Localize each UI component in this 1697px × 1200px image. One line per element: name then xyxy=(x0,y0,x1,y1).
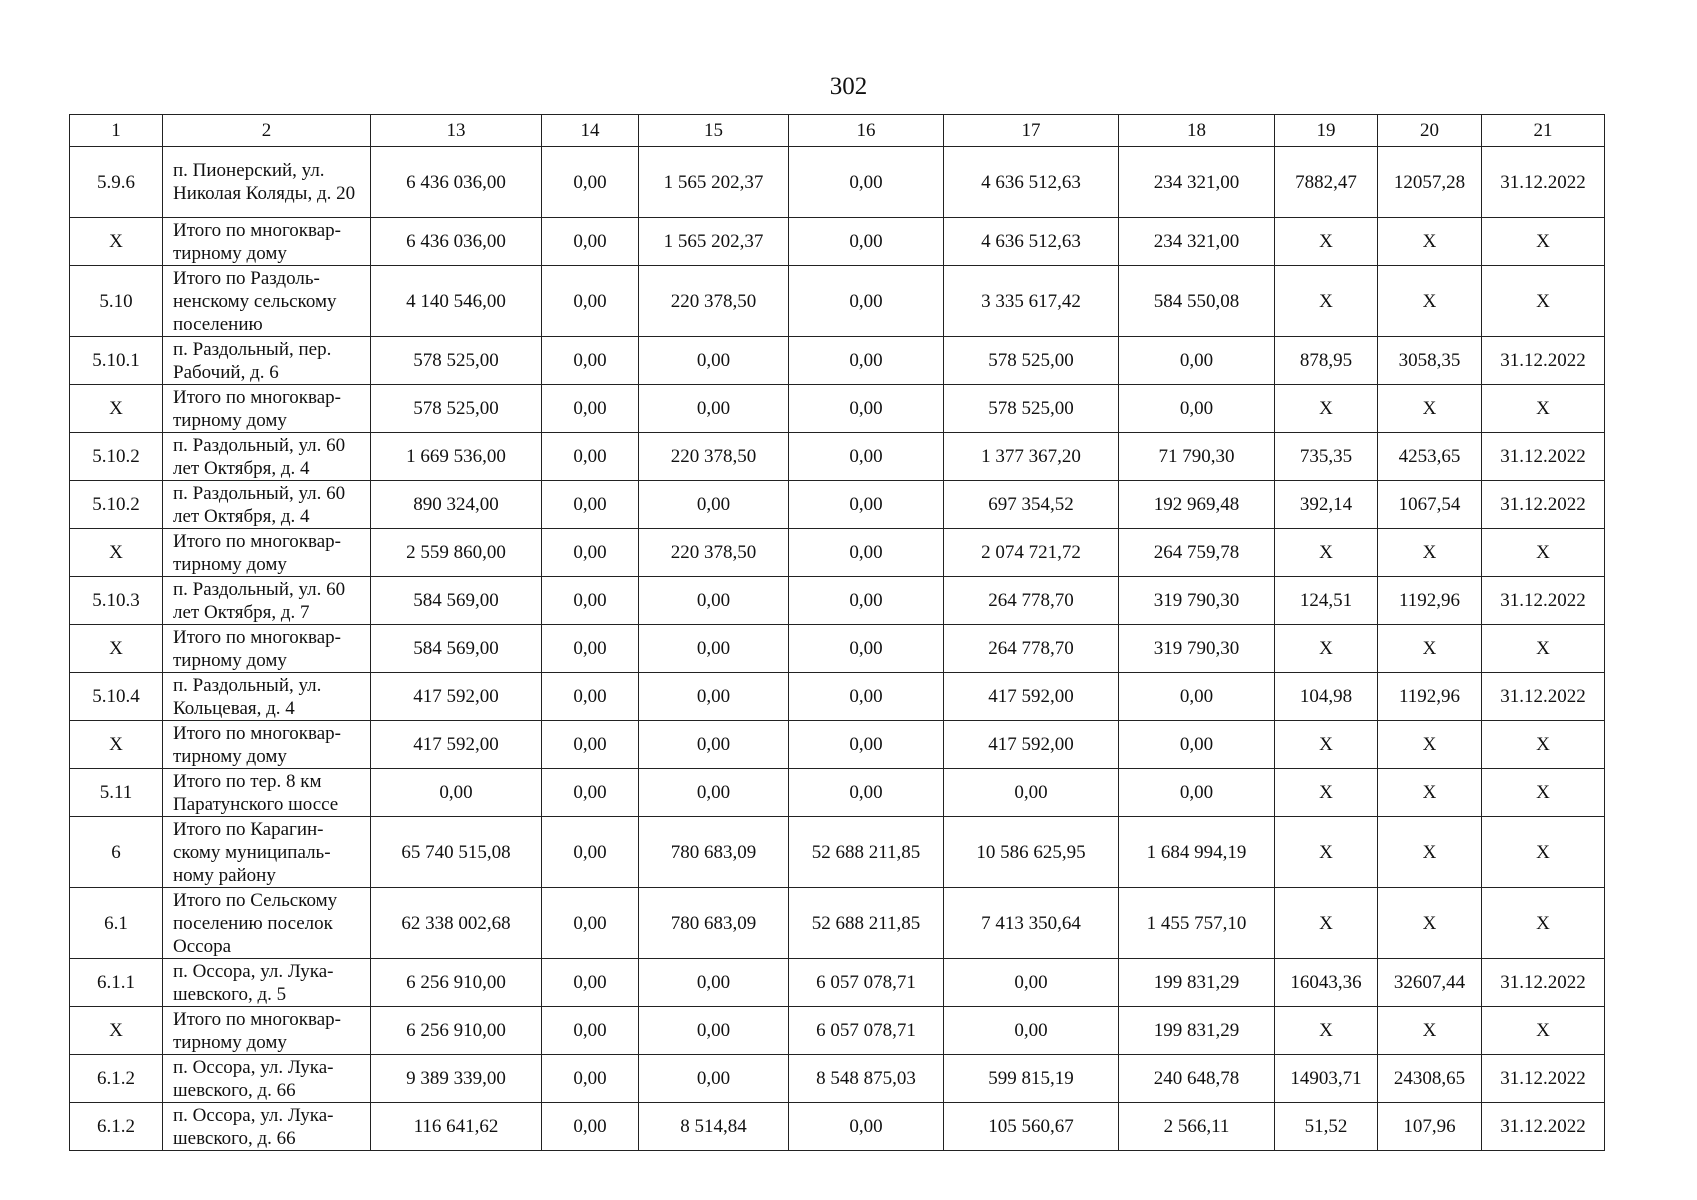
value-cell: 6 057 078,71 xyxy=(789,1007,944,1055)
address-cell: п. Пионерский, ул. Николая Коляды, д. 20 xyxy=(163,147,371,218)
value-cell: 0,00 xyxy=(542,218,639,266)
value-cell: 584 550,08 xyxy=(1119,266,1275,337)
value-cell: 0,00 xyxy=(639,721,789,769)
value-cell: X xyxy=(1275,817,1378,888)
value-cell: 0,00 xyxy=(542,721,639,769)
value-cell: 0,00 xyxy=(542,769,639,817)
value-cell: 0,00 xyxy=(639,1055,789,1103)
value-cell: 6 436 036,00 xyxy=(371,147,542,218)
row-number-cell: 5.10 xyxy=(70,266,163,337)
row-number-cell: 6.1.1 xyxy=(70,959,163,1007)
value-cell: X xyxy=(1378,888,1482,959)
value-cell: X xyxy=(1482,385,1605,433)
value-cell: 417 592,00 xyxy=(944,673,1119,721)
value-cell: X xyxy=(1482,266,1605,337)
value-cell: 0,00 xyxy=(542,1055,639,1103)
row-number-cell: 5.9.6 xyxy=(70,147,163,218)
value-cell: 220 378,50 xyxy=(639,433,789,481)
value-cell: 0,00 xyxy=(542,1007,639,1055)
value-cell: 52 688 211,85 xyxy=(789,817,944,888)
value-cell: 1067,54 xyxy=(1378,481,1482,529)
table-row xyxy=(70,266,1605,337)
value-cell: 0,00 xyxy=(789,385,944,433)
value-cell: 1 684 994,19 xyxy=(1119,817,1275,888)
value-cell: 0,00 xyxy=(944,1007,1119,1055)
value-cell: 0,00 xyxy=(542,817,639,888)
column-header-col-15: 15 xyxy=(639,115,789,147)
column-header-col-16: 16 xyxy=(789,115,944,147)
value-cell: X xyxy=(1275,1007,1378,1055)
value-cell: 0,00 xyxy=(789,529,944,577)
value-cell: 0,00 xyxy=(639,673,789,721)
row-number-cell: 5.10.4 xyxy=(70,673,163,721)
value-cell: 584 569,00 xyxy=(371,625,542,673)
value-cell: 264 778,70 xyxy=(944,625,1119,673)
value-cell: X xyxy=(1482,888,1605,959)
row-number-cell: 5.11 xyxy=(70,769,163,817)
value-cell: 31.12.2022 xyxy=(1482,673,1605,721)
value-cell: 1 565 202,37 xyxy=(639,218,789,266)
address-cell: Итого по многоквар-тирному дому xyxy=(163,625,371,673)
value-cell: 890 324,00 xyxy=(371,481,542,529)
address-cell: Итого по многоквар-тирному дому xyxy=(163,385,371,433)
address-cell: Итого по тер. 8 км Паратунского шоссе xyxy=(163,769,371,817)
value-cell: 319 790,30 xyxy=(1119,577,1275,625)
value-cell: 0,00 xyxy=(789,481,944,529)
value-cell: X xyxy=(1275,625,1378,673)
value-cell: 780 683,09 xyxy=(639,817,789,888)
value-cell: 1192,96 xyxy=(1378,673,1482,721)
value-cell: 417 592,00 xyxy=(371,673,542,721)
address-cell: п. Оссора, ул. Лука-шевского, д. 5 xyxy=(163,959,371,1007)
value-cell: X xyxy=(1275,385,1378,433)
value-cell: 878,95 xyxy=(1275,337,1378,385)
value-cell: 735,35 xyxy=(1275,433,1378,481)
address-cell: п. Раздольный, ул. 60 лет Октября, д. 4 xyxy=(163,481,371,529)
table-row xyxy=(70,1055,1605,1103)
value-cell: 0,00 xyxy=(542,481,639,529)
address-cell: Итого по многоквар-тирному дому xyxy=(163,529,371,577)
row-number-cell: X xyxy=(70,385,163,433)
column-header-col-19: 19 xyxy=(1275,115,1378,147)
value-cell: 0,00 xyxy=(639,337,789,385)
value-cell: 4 636 512,63 xyxy=(944,147,1119,218)
value-cell: X xyxy=(1275,266,1378,337)
table-row xyxy=(70,721,1605,769)
value-cell: 417 592,00 xyxy=(371,721,542,769)
value-cell: 12057,28 xyxy=(1378,147,1482,218)
table-row xyxy=(70,769,1605,817)
value-cell: 220 378,50 xyxy=(639,529,789,577)
value-cell: X xyxy=(1482,769,1605,817)
value-cell: 6 256 910,00 xyxy=(371,1007,542,1055)
value-cell: 9 389 339,00 xyxy=(371,1055,542,1103)
value-cell: 4253,65 xyxy=(1378,433,1482,481)
row-number-cell: X xyxy=(70,1007,163,1055)
table-row xyxy=(70,888,1605,959)
value-cell: 0,00 xyxy=(542,337,639,385)
row-number-cell: 6 xyxy=(70,817,163,888)
value-cell: 578 525,00 xyxy=(371,337,542,385)
value-cell: 0,00 xyxy=(542,577,639,625)
table-body xyxy=(70,147,1605,1151)
row-number-cell: X xyxy=(70,529,163,577)
page-number: 302 xyxy=(829,73,868,100)
table-row xyxy=(70,337,1605,385)
table-row xyxy=(70,433,1605,481)
address-cell: п. Оссора, ул. Лука-шевского, д. 66 xyxy=(163,1055,371,1103)
value-cell: 65 740 515,08 xyxy=(371,817,542,888)
value-cell: 0,00 xyxy=(1119,769,1275,817)
value-cell: 319 790,30 xyxy=(1119,625,1275,673)
value-cell: 0,00 xyxy=(542,266,639,337)
column-header-col-2-address: 2 xyxy=(163,115,371,147)
value-cell: 584 569,00 xyxy=(371,577,542,625)
value-cell: 0,00 xyxy=(639,481,789,529)
value-cell: 32607,44 xyxy=(1378,959,1482,1007)
value-cell: 31.12.2022 xyxy=(1482,481,1605,529)
value-cell: 2 559 860,00 xyxy=(371,529,542,577)
value-cell: 0,00 xyxy=(789,147,944,218)
value-cell: 62 338 002,68 xyxy=(371,888,542,959)
value-cell: 578 525,00 xyxy=(944,337,1119,385)
data-table xyxy=(69,114,1605,1151)
value-cell: X xyxy=(1482,1007,1605,1055)
value-cell: 4 140 546,00 xyxy=(371,266,542,337)
table-row xyxy=(70,577,1605,625)
value-cell: 264 778,70 xyxy=(944,577,1119,625)
table-row xyxy=(70,529,1605,577)
value-cell: 3 335 617,42 xyxy=(944,266,1119,337)
value-cell: 3058,35 xyxy=(1378,337,1482,385)
value-cell: 0,00 xyxy=(542,673,639,721)
value-cell: 2 566,11 xyxy=(1119,1103,1275,1151)
value-cell: 0,00 xyxy=(1119,721,1275,769)
value-cell: 8 548 875,03 xyxy=(789,1055,944,1103)
value-cell: 0,00 xyxy=(789,337,944,385)
value-cell: 234 321,00 xyxy=(1119,218,1275,266)
value-cell: 8 514,84 xyxy=(639,1103,789,1151)
value-cell: 392,14 xyxy=(1275,481,1378,529)
table-row xyxy=(70,625,1605,673)
value-cell: 417 592,00 xyxy=(944,721,1119,769)
value-cell: 116 641,62 xyxy=(371,1103,542,1151)
row-number-cell: 5.10.2 xyxy=(70,433,163,481)
table-row xyxy=(70,817,1605,888)
value-cell: 0,00 xyxy=(789,673,944,721)
column-header-col-18: 18 xyxy=(1119,115,1275,147)
value-cell: X xyxy=(1378,817,1482,888)
value-cell: X xyxy=(1275,529,1378,577)
row-number-cell: X xyxy=(70,721,163,769)
address-cell: п. Раздольный, ул. Кольцевая, д. 4 xyxy=(163,673,371,721)
table-row xyxy=(70,959,1605,1007)
value-cell: X xyxy=(1482,218,1605,266)
table-row xyxy=(70,1007,1605,1055)
value-cell: 199 831,29 xyxy=(1119,1007,1275,1055)
value-cell: 105 560,67 xyxy=(944,1103,1119,1151)
value-cell: 6 057 078,71 xyxy=(789,959,944,1007)
row-number-cell: X xyxy=(70,625,163,673)
row-number-cell: 5.10.1 xyxy=(70,337,163,385)
value-cell: 578 525,00 xyxy=(944,385,1119,433)
value-cell: 234 321,00 xyxy=(1119,147,1275,218)
value-cell: X xyxy=(1378,1007,1482,1055)
table-row xyxy=(70,218,1605,266)
value-cell: 1 565 202,37 xyxy=(639,147,789,218)
value-cell: 0,00 xyxy=(639,1007,789,1055)
address-cell: п. Раздольный, ул. 60 лет Октября, д. 4 xyxy=(163,433,371,481)
column-header-col-14: 14 xyxy=(542,115,639,147)
table-row xyxy=(70,481,1605,529)
value-cell: 1192,96 xyxy=(1378,577,1482,625)
value-cell: 2 074 721,72 xyxy=(944,529,1119,577)
value-cell: 264 759,78 xyxy=(1119,529,1275,577)
value-cell: 107,96 xyxy=(1378,1103,1482,1151)
address-cell: Итого по многоквар-тирному дому xyxy=(163,721,371,769)
table-row xyxy=(70,147,1605,218)
address-cell: Итого по Раздоль-ненскому сельскому поселению xyxy=(163,266,371,337)
value-cell: 31.12.2022 xyxy=(1482,433,1605,481)
address-cell: Итого по Сельскому поселению поселок Оссора xyxy=(163,888,371,959)
value-cell: 240 648,78 xyxy=(1119,1055,1275,1103)
value-cell: 0,00 xyxy=(789,1103,944,1151)
value-cell: 31.12.2022 xyxy=(1482,147,1605,218)
value-cell: X xyxy=(1378,721,1482,769)
value-cell: X xyxy=(1378,218,1482,266)
value-cell: 0,00 xyxy=(789,266,944,337)
value-cell: X xyxy=(1482,817,1605,888)
row-number-cell: 6.1.2 xyxy=(70,1055,163,1103)
header-row xyxy=(70,115,1605,147)
value-cell: X xyxy=(1482,625,1605,673)
value-cell: 0,00 xyxy=(542,888,639,959)
value-cell: X xyxy=(1378,529,1482,577)
value-cell: 1 669 536,00 xyxy=(371,433,542,481)
value-cell: 220 378,50 xyxy=(639,266,789,337)
value-cell: 71 790,30 xyxy=(1119,433,1275,481)
address-cell: Итого по многоквар-тирному дому xyxy=(163,218,371,266)
value-cell: 7882,47 xyxy=(1275,147,1378,218)
value-cell: 0,00 xyxy=(789,625,944,673)
table-row xyxy=(70,673,1605,721)
value-cell: 7 413 350,64 xyxy=(944,888,1119,959)
column-header-col-1-number: 1 xyxy=(70,115,163,147)
value-cell: 199 831,29 xyxy=(1119,959,1275,1007)
value-cell: 0,00 xyxy=(371,769,542,817)
value-cell: 0,00 xyxy=(639,577,789,625)
value-cell: 0,00 xyxy=(789,218,944,266)
column-header-col-21: 21 xyxy=(1482,115,1605,147)
value-cell: 124,51 xyxy=(1275,577,1378,625)
value-cell: 0,00 xyxy=(944,959,1119,1007)
value-cell: 0,00 xyxy=(1119,337,1275,385)
row-number-cell: 6.1.2 xyxy=(70,1103,163,1151)
value-cell: 578 525,00 xyxy=(371,385,542,433)
value-cell: 24308,65 xyxy=(1378,1055,1482,1103)
value-cell: 0,00 xyxy=(542,625,639,673)
value-cell: 0,00 xyxy=(789,433,944,481)
value-cell: 6 256 910,00 xyxy=(371,959,542,1007)
value-cell: 0,00 xyxy=(542,433,639,481)
value-cell: 0,00 xyxy=(639,625,789,673)
value-cell: 780 683,09 xyxy=(639,888,789,959)
value-cell: 0,00 xyxy=(542,147,639,218)
value-cell: 0,00 xyxy=(789,721,944,769)
column-header-col-13: 13 xyxy=(371,115,542,147)
value-cell: 0,00 xyxy=(542,959,639,1007)
value-cell: X xyxy=(1275,218,1378,266)
value-cell: 0,00 xyxy=(789,769,944,817)
value-cell: 0,00 xyxy=(944,769,1119,817)
value-cell: 0,00 xyxy=(789,577,944,625)
value-cell: 0,00 xyxy=(639,769,789,817)
value-cell: X xyxy=(1275,721,1378,769)
column-header-col-17: 17 xyxy=(944,115,1119,147)
value-cell: 51,52 xyxy=(1275,1103,1378,1151)
row-number-cell: X xyxy=(70,218,163,266)
value-cell: 0,00 xyxy=(1119,673,1275,721)
table-row xyxy=(70,385,1605,433)
value-cell: X xyxy=(1378,625,1482,673)
value-cell: X xyxy=(1275,888,1378,959)
value-cell: X xyxy=(1378,769,1482,817)
value-cell: X xyxy=(1482,721,1605,769)
value-cell: 599 815,19 xyxy=(944,1055,1119,1103)
value-cell: 6 436 036,00 xyxy=(371,218,542,266)
value-cell: 1 377 367,20 xyxy=(944,433,1119,481)
row-number-cell: 5.10.3 xyxy=(70,577,163,625)
value-cell: 192 969,48 xyxy=(1119,481,1275,529)
value-cell: 0,00 xyxy=(542,385,639,433)
value-cell: 10 586 625,95 xyxy=(944,817,1119,888)
value-cell: 31.12.2022 xyxy=(1482,959,1605,1007)
value-cell: 0,00 xyxy=(639,959,789,1007)
address-cell: п. Раздольный, пер. Рабочий, д. 6 xyxy=(163,337,371,385)
value-cell: 1 455 757,10 xyxy=(1119,888,1275,959)
value-cell: 0,00 xyxy=(1119,385,1275,433)
row-number-cell: 5.10.2 xyxy=(70,481,163,529)
value-cell: 31.12.2022 xyxy=(1482,337,1605,385)
value-cell: X xyxy=(1378,266,1482,337)
value-cell: 52 688 211,85 xyxy=(789,888,944,959)
value-cell: 0,00 xyxy=(542,529,639,577)
value-cell: 4 636 512,63 xyxy=(944,218,1119,266)
value-cell: 31.12.2022 xyxy=(1482,577,1605,625)
table-header xyxy=(70,115,1605,147)
value-cell: 31.12.2022 xyxy=(1482,1055,1605,1103)
address-cell: Итого по Карагин-скому муниципаль-ному району xyxy=(163,817,371,888)
value-cell: X xyxy=(1482,529,1605,577)
value-cell: 16043,36 xyxy=(1275,959,1378,1007)
address-cell: п. Оссора, ул. Лука-шевского, д. 66 xyxy=(163,1103,371,1151)
value-cell: 14903,71 xyxy=(1275,1055,1378,1103)
table-row xyxy=(70,1103,1605,1151)
value-cell: X xyxy=(1378,385,1482,433)
address-cell: п. Раздольный, ул. 60 лет Октября, д. 7 xyxy=(163,577,371,625)
value-cell: 0,00 xyxy=(639,385,789,433)
value-cell: 0,00 xyxy=(542,1103,639,1151)
value-cell: 104,98 xyxy=(1275,673,1378,721)
column-header-col-20: 20 xyxy=(1378,115,1482,147)
address-cell: Итого по многоквар-тирному дому xyxy=(163,1007,371,1055)
value-cell: 697 354,52 xyxy=(944,481,1119,529)
row-number-cell: 6.1 xyxy=(70,888,163,959)
value-cell: 31.12.2022 xyxy=(1482,1103,1605,1151)
value-cell: X xyxy=(1275,769,1378,817)
